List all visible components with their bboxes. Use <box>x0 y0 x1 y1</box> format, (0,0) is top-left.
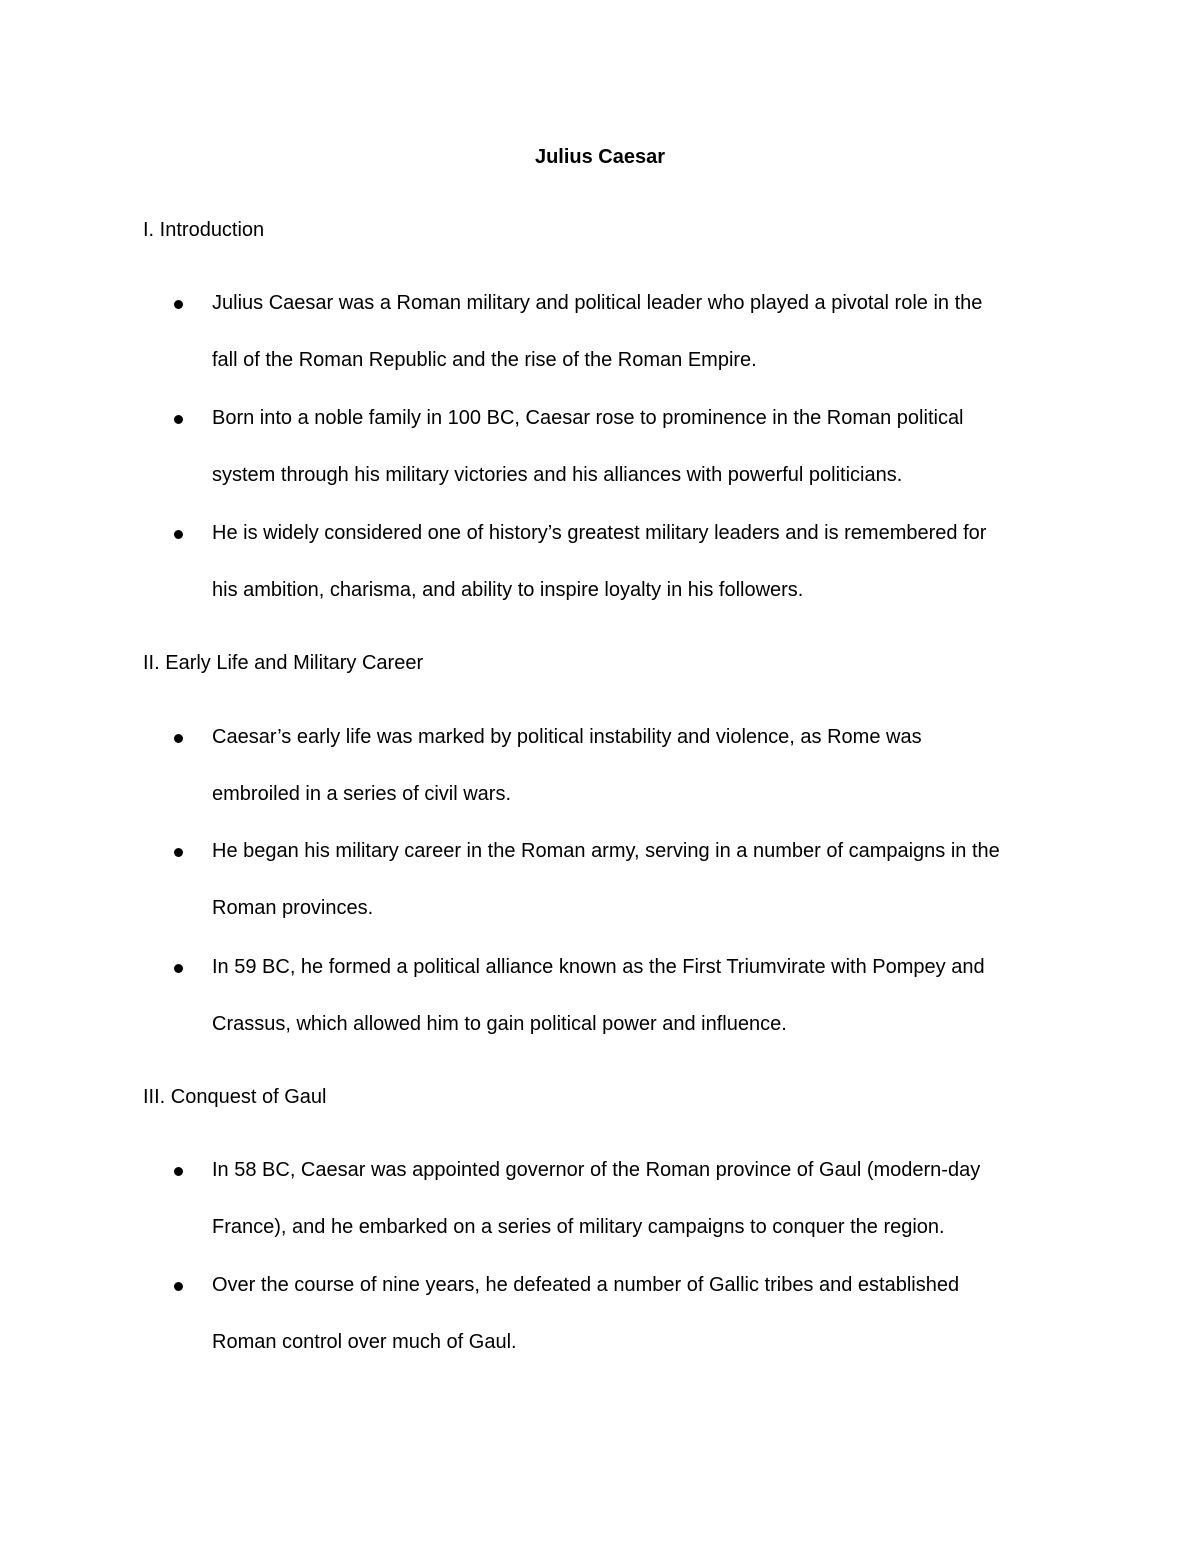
bullet-icon <box>174 300 183 309</box>
bullet-icon <box>174 415 183 424</box>
bullet-icon <box>174 1167 183 1176</box>
bullet-icon <box>174 848 183 857</box>
list-item-text: Julius Caesar was a Roman military and political leader who played a pivotal role in the fall of the Roman Republic and the rise of the Roman Empire. <box>212 292 983 371</box>
section-heading-introduction: I. Introduction <box>143 219 265 241</box>
list-item-text: Caesar’s early life was marked by political instability and violence, as Rome was embroiled in a series of civil wars. <box>212 726 922 805</box>
section-heading-early-life: II. Early Life and Military Career <box>143 652 424 674</box>
list-item-text: He is widely considered one of history’s greatest military leaders and is remembered for his ambition, charisma, and ability to inspire loyalty in his followers. <box>212 522 987 601</box>
bullet-icon <box>174 734 183 743</box>
bullet-icon <box>174 530 183 539</box>
document-title: Julius Caesar <box>534 146 666 168</box>
section-heading-conquest-of-gaul: III. Conquest of Gaul <box>143 1086 327 1108</box>
bullet-icon <box>174 1282 183 1291</box>
list-item-text: Over the course of nine years, he defeated a number of Gallic tribes and established Roman control over much of Gaul. <box>212 1274 960 1353</box>
list-item-text: In 59 BC, he formed a political alliance known as the First Triumvirate with Pompey and Crassus, which allowed him to gain political power and influence. <box>212 956 985 1035</box>
list-item-text: He began his military career in the Roman army, serving in a number of campaigns in the Roman provinces. <box>212 840 1000 919</box>
list-item-text: In 58 BC, Caesar was appointed governor of the Roman province of Gaul (modern-day France), and he embarked on a series of military campaigns to conquer the region. <box>212 1159 981 1238</box>
list-item-text: Born into a noble family in 100 BC, Caesar rose to prominence in the Roman political system through his military victories and his alliances with powerful politicians. <box>212 407 964 486</box>
bullet-icon <box>174 964 183 973</box>
